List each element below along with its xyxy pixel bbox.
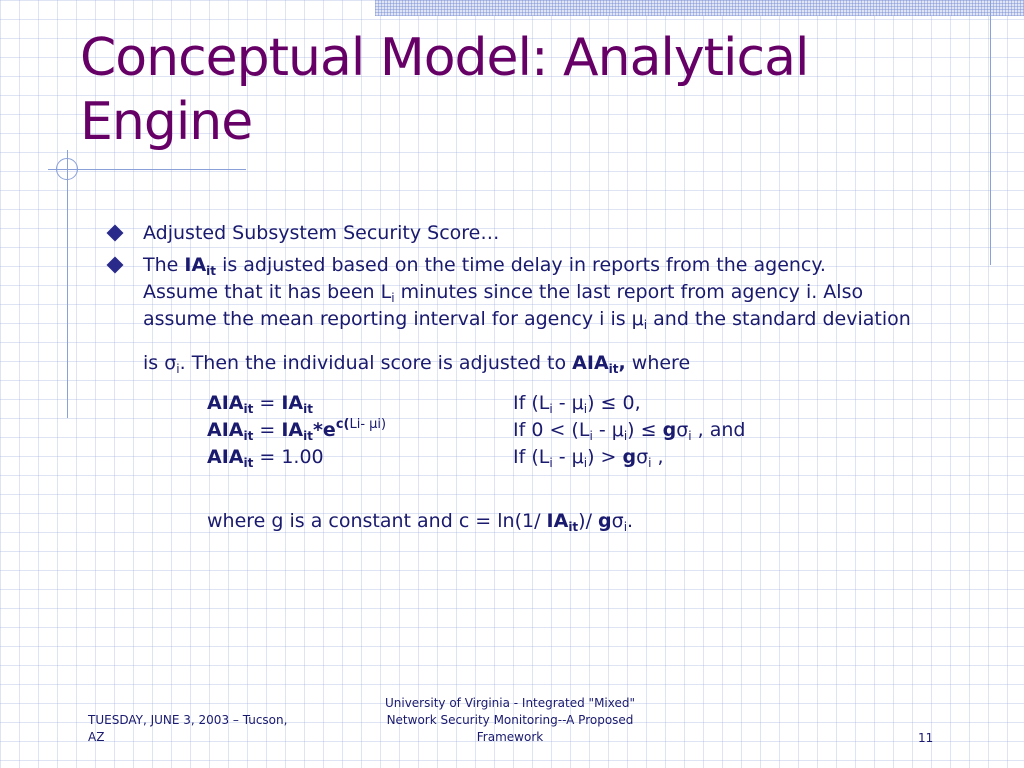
ia-symbol: IA [184,254,207,276]
bullet-line [143,252,967,279]
diamond-bullet-icon [107,257,124,274]
crosshair-circle-icon [56,158,78,180]
g-symbol: g [622,446,637,468]
subscript: i [623,520,628,534]
formula-condition [513,417,745,444]
subscript: i [176,362,180,376]
text: < [549,419,566,441]
subscript: it [243,402,254,416]
subscript: it [608,362,619,376]
superscript: Li- μi) [349,417,387,432]
text: )/ [578,510,599,532]
bullet-line [143,279,967,306]
decorative-vertical-line-left [67,150,68,418]
text: If 0 [513,419,550,441]
formula-lhs [207,390,313,417]
subscript: i [688,429,692,443]
g-symbol: g [662,419,677,441]
aia-symbol: AIA [207,419,244,441]
text: σ [676,419,689,441]
subscript: it [206,264,217,278]
text: = 1.00 [253,446,324,468]
text: assume the mean reporting interval for agency i is μ [143,308,644,330]
subscript: i [623,429,628,443]
diamond-bullet-icon [107,225,124,242]
text: , [618,352,626,374]
text: where g is a constant and c = ln(1/ [207,510,547,532]
subscript: it [243,456,254,470]
bullet-list [107,220,967,377]
text: minutes since the last report from agency i. Also [394,281,864,303]
text: is adjusted based on the time delay in reports from the agency. [216,254,826,276]
bullet-line [143,306,967,333]
text: - μ [552,392,584,414]
aia-symbol: AIA [572,352,609,374]
text: If (L [513,446,550,468]
superscript: c( [335,417,350,432]
subscript: it [243,429,254,443]
text: σ [611,510,624,532]
text: = [253,392,282,414]
text: = [253,419,282,441]
formula-condition [513,444,664,471]
ia-symbol: IA [546,510,569,532]
ia-symbol: IA [281,419,304,441]
formula-lhs [207,417,386,444]
footer-title: University of Virginia - Integrated "Mixed" Network Security Monitoring--A Proposed Framework [384,696,636,744]
text: , [651,446,664,468]
text: ) ≤ 0, [587,392,641,414]
subscript: i [391,291,395,305]
subscript: i [589,429,593,443]
text: The [143,254,185,276]
constant-definition [207,508,633,535]
ia-symbol: IA [281,392,304,414]
bullet-item [107,252,967,377]
bullet-line [143,350,967,377]
subscript: i [549,402,553,416]
text: *e [312,419,336,441]
text: > [600,446,617,468]
subscript: i [583,402,588,416]
top-decorative-band [375,0,1024,16]
text: , and [691,419,746,441]
text: . Then the individual score is adjusted to [179,352,573,374]
subscript: it [303,402,313,416]
page-number: 11 [918,731,934,745]
text: ) ≤ [627,419,663,441]
text: σ [636,446,649,468]
aia-symbol: AIA [207,392,244,414]
subscript: it [568,520,579,534]
text: (L [565,419,590,441]
text: ) [587,446,601,468]
decorative-vertical-line-right [990,0,991,265]
text: where [625,352,691,374]
subscript: i [583,456,588,470]
subscript: i [643,318,648,332]
text: and the standard deviation [647,308,911,330]
text: . [627,510,634,532]
bullet-text: Adjusted Subsystem Security Score… [143,222,500,244]
subscript: it [303,429,313,443]
slide-title: Conceptual Model: Analytical Engine [80,28,809,152]
aia-symbol: AIA [207,446,244,468]
text: Assume that it has been L [143,281,392,303]
formula-condition [513,390,641,417]
subscript: i [648,456,652,470]
formula-lhs [207,444,324,471]
footer-date-location: TUESDAY, JUNE 3, 2003 – Tucson, AZ [88,713,288,744]
text: is σ [143,352,177,374]
text: - μ [552,446,584,468]
bullet-item [107,220,967,247]
g-symbol: g [598,510,612,532]
text: - μ [592,419,624,441]
subscript: i [549,456,553,470]
text: If (L [513,392,550,414]
